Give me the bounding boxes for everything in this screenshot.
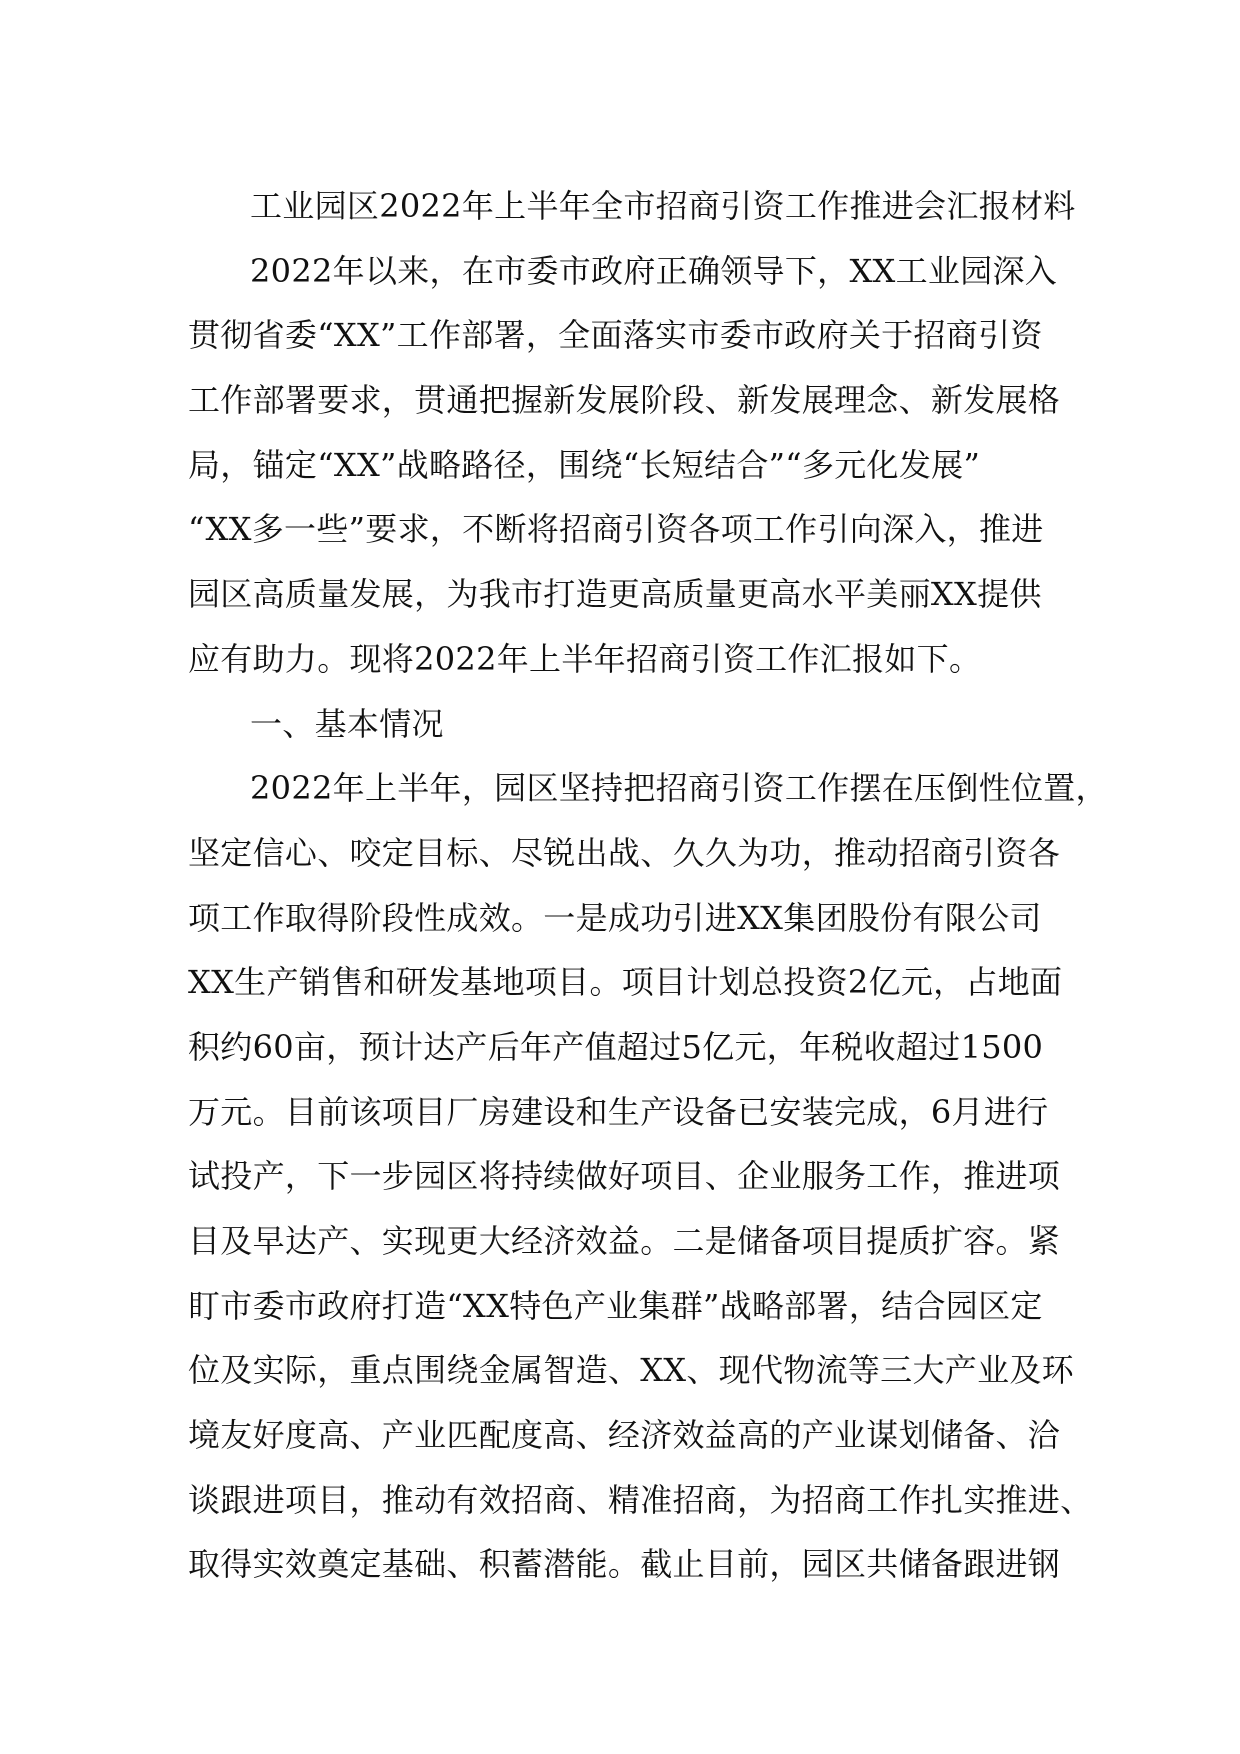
text-line: 项工作取得阶段性成效。一是成功引进XX集团股份有限公司 [188, 898, 1042, 937]
text-line: “XX多一些”要求，不断将招商引资各项工作引向深入，推进 [188, 510, 1044, 549]
text-line: 万元。目前该项目厂房建设和生产设备已安装完成，6月进行 [188, 1092, 1049, 1131]
text-line: 2022年以来，在市委市政府正确领导下，XX工业园深入 [250, 251, 1058, 290]
text-line: 2022年上半年，园区坚持把招商引资工作摆在压倒性位置， [250, 769, 1108, 808]
text-line: 局，锚定“XX”战略路径，围绕“长短结合”“多元化发展” [188, 445, 981, 484]
paragraph-basic-situation [188, 756, 1108, 1597]
text-line: 位及实际，重点围绕金属智造、XX、现代物流等三大产业及环 [188, 1351, 1074, 1390]
text-line: 取得实效奠定基础、积蓄潜能。截止目前，园区共储备跟进钢 [188, 1545, 1061, 1584]
section-heading: 一、基本情况 [250, 704, 444, 743]
text-line: 应有助力。现将2022年上半年招商引资工作汇报如下。 [188, 639, 982, 678]
text-line: 境友好度高、产业匹配度高、经济效益高的产业谋划储备、洽 [188, 1416, 1061, 1455]
document-body [188, 174, 1108, 1597]
text-line: 谈跟进项目，推动有效招商、精准招商，为招商工作扎实推进、 [188, 1480, 1093, 1519]
text-line: 盯市委市政府打造“XX特色产业集群”战略部署，结合园区定 [188, 1286, 1043, 1325]
text-line: 贯彻省委“XX”工作部署，全面落实市委市政府关于招商引资 [188, 316, 1043, 355]
text-line: 目及早达产、实现更大经济效益。二是储备项目提质扩容。紧 [188, 1222, 1061, 1260]
text-line: 坚定信心、咬定目标、尽锐出战、久久为功，推动招商引资各 [188, 833, 1061, 872]
text-line: 积约60亩，预计达产后年产值超过5亿元，年税收超过1500 [188, 1027, 1044, 1066]
text-line: 试投产，下一步园区将持续做好项目、企业服务工作，推进项 [188, 1157, 1061, 1196]
text-line: XX生产销售和研发基地项目。项目计划总投资2亿元，占地面 [188, 963, 1063, 1002]
text-line: 工作部署要求，贯通把握新发展阶段、新发展理念、新发展格 [188, 381, 1061, 420]
text-line: 园区高质量发展，为我市打造更高质量更高水平美丽XX提供 [188, 575, 1042, 614]
paragraph-intro [188, 239, 1068, 692]
document-title: 工业园区2022年上半年全市招商引资工作推进会汇报材料 [250, 187, 1076, 225]
